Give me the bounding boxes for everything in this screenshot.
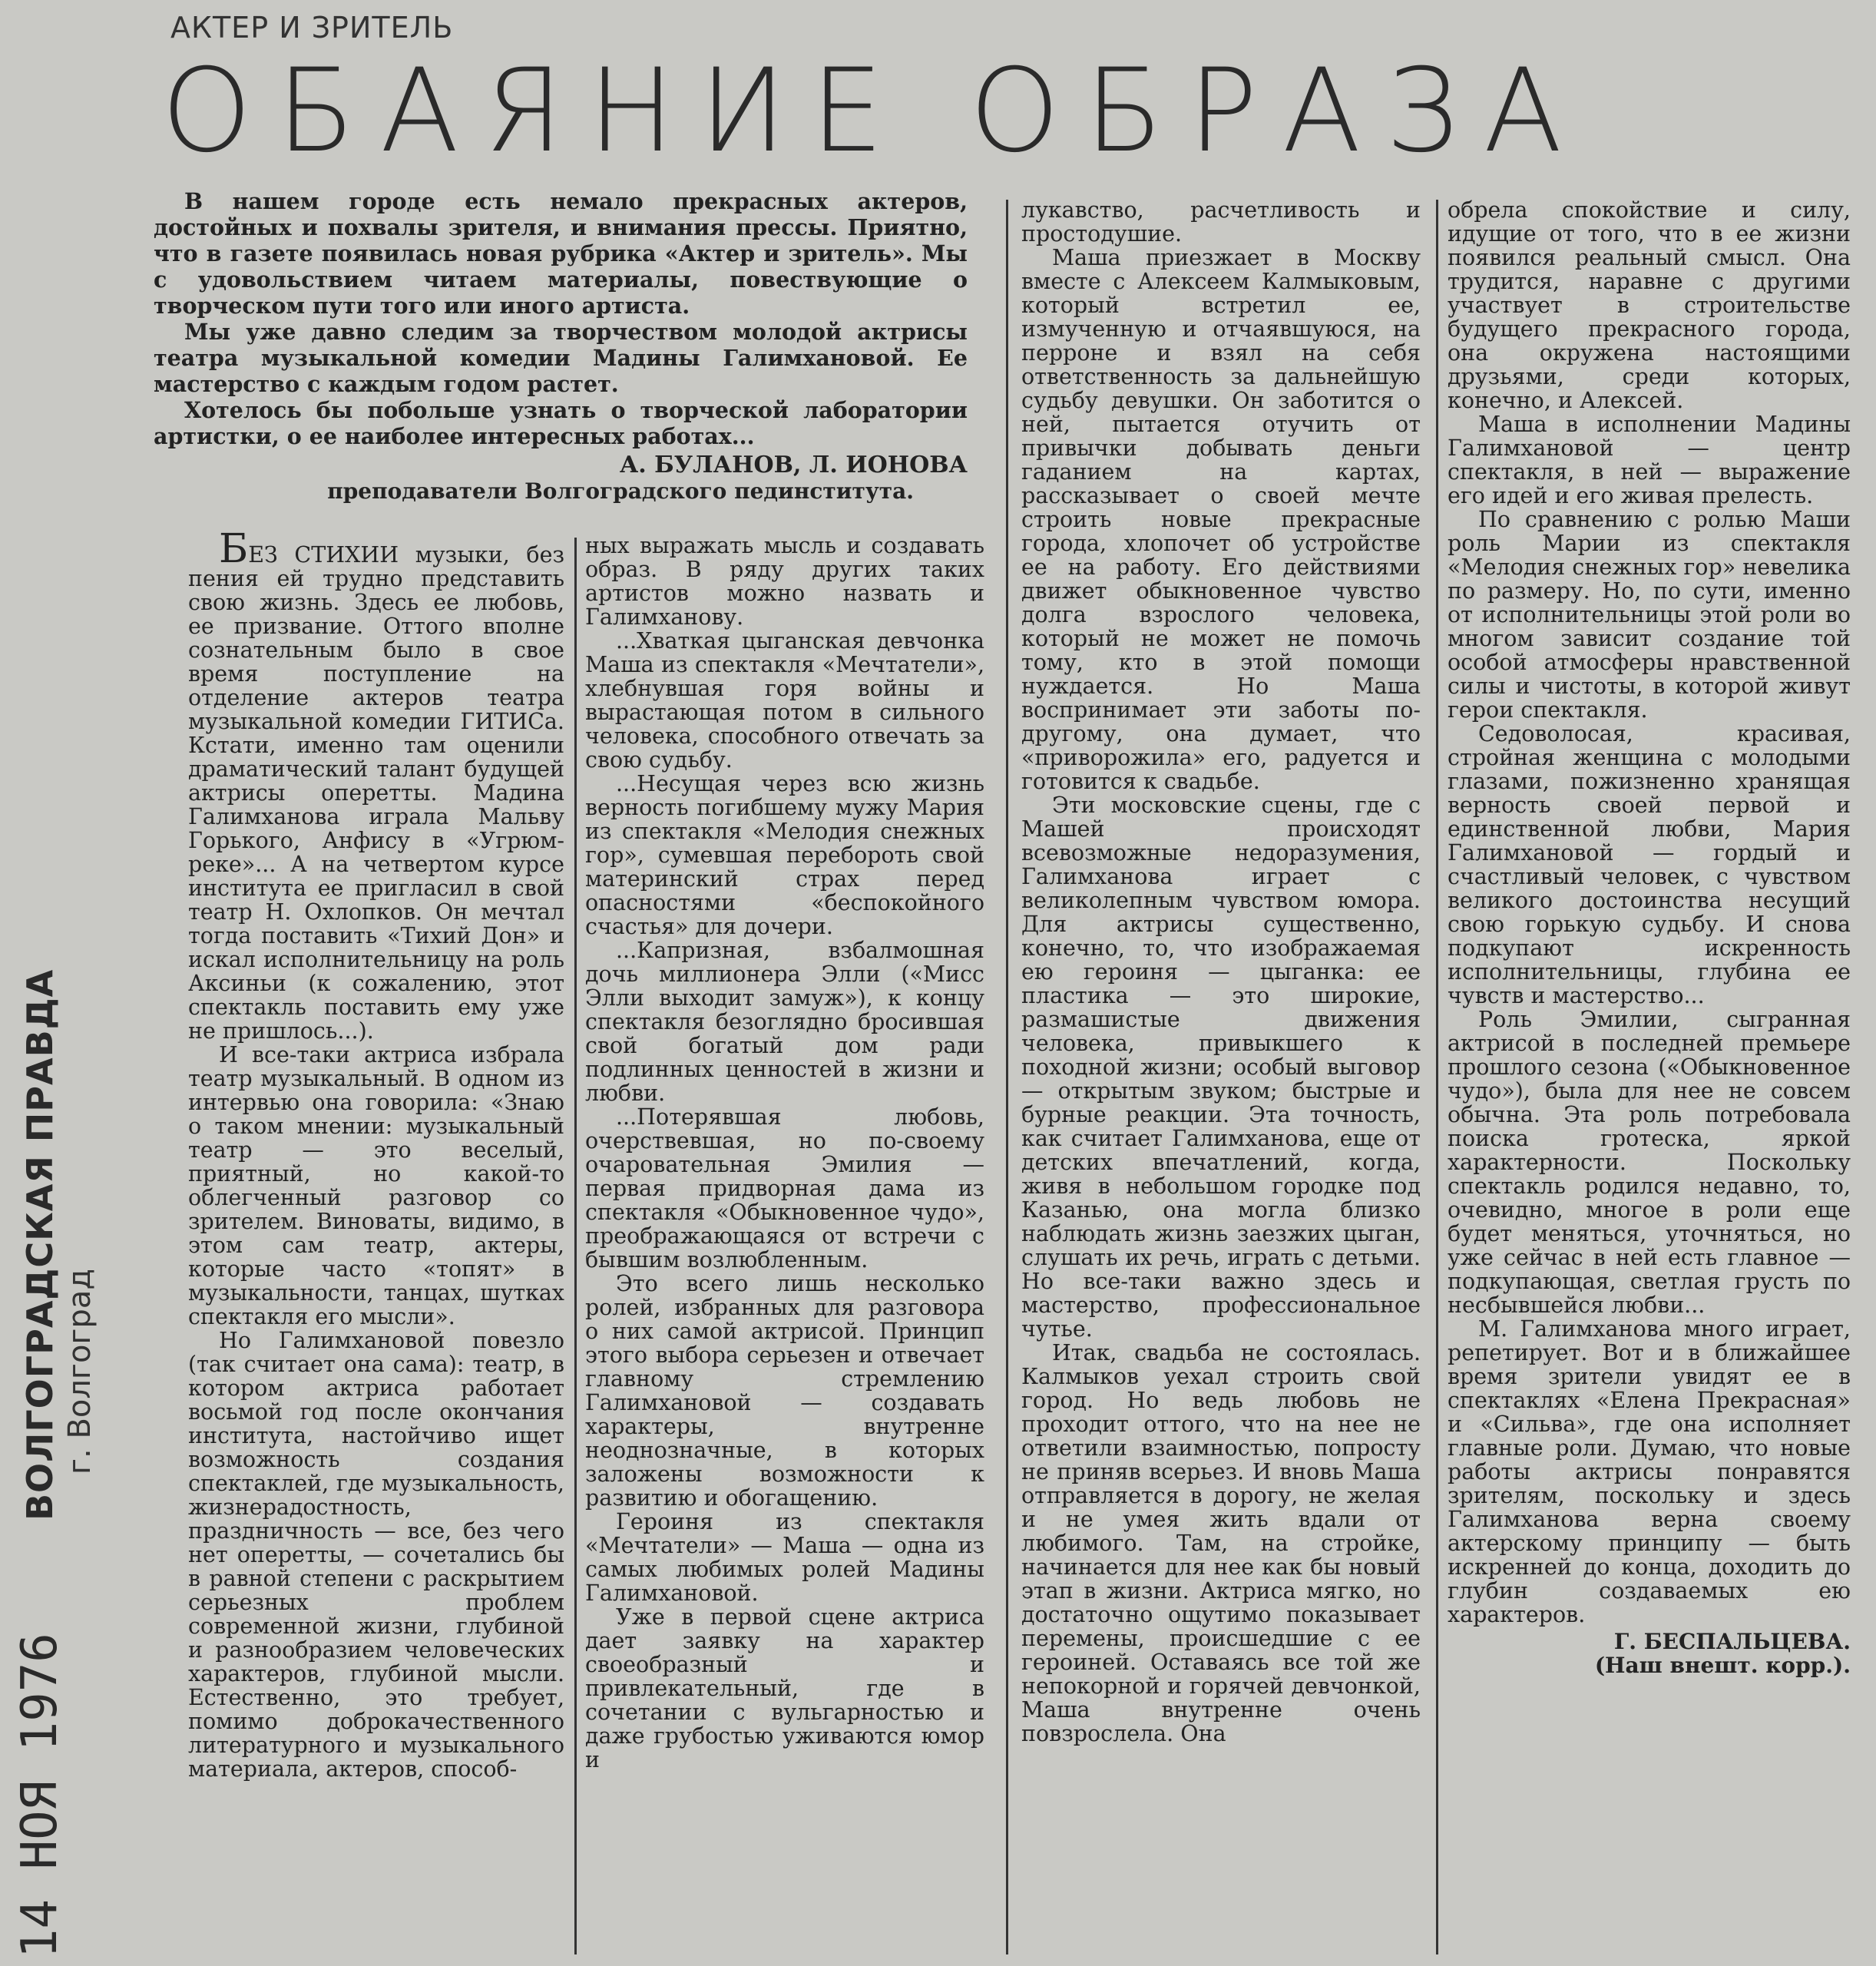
article-paragraph: Эти московские сцены, где с Машей происходят всевозможные недоразумения, Галимханова играет с великолепным чувством юмора. Для актрисы существенно, конечно, то, что изображаемая ею героиня — цыганка: ее пластика — это широкие, размашистые движения человека, привыкшего к походной жизни; особый выговор — открытым звуком; быстрые и бурные реакции. Эта точность, как считает Галимханова, еще от детских впечатлений, когда, живя в небольшом городке под Казанью, она могла близко наблюдать жизнь заезжих цыган, слушать их речь, играть с детьми. Но все-таки важно здесь и мастерство, профессиональное чутье.: [1021, 793, 1421, 1342]
article-paragraph: ...Капризная, взбалмошная дочь миллионера Элли («Мисс Элли выходит замуж»), к концу спектакля безоглядно бросившая свой богатый дом ради подлинных ценностей в жизни и любви.: [585, 938, 984, 1106]
article-paragraph: Это всего лишь несколько ролей, избранных для разговора о них самой актрисой. Принцип этого выбора серьезен и отвечает главному стремлению Галимхановой — создавать характеры, внутренне неоднозначные, в которых заложены возможности к развитию и обогащению.: [585, 1271, 984, 1511]
column-divider: [1436, 200, 1438, 1954]
article-paragraph: Седоволосая, красивая, стройная женщина с молодыми глазами, пожизненно хранящая верность своей первой и единственной любви, Мария Галимхановой — гордый и счастливый человек, с чувством великого достоинства несущий свою горькую судьбу. И снова подкупают искренность исполнительницы, глубина ее чувств и мастерство...: [1448, 721, 1851, 1008]
article-column-3: [1021, 198, 1421, 1746]
column-divider: [1006, 200, 1008, 1954]
letter-signers: А. БУЛАНОВ, Л. ИОНОВА: [619, 452, 968, 478]
intro-paragraph: Хотелось бы побольше узнать о творческой лаборатории артистки, о ее наиболее интересных работах...: [154, 397, 968, 449]
stamp-date: 14 НОЯ 1976: [12, 1633, 68, 1958]
article-paragraph: Героиня из спектакля «Мечтатели» — Маша — одна из самых любимых ролей Мадины Галимхановой.: [585, 1509, 984, 1606]
headline: ОБАЯНИЕ ОБРАЗА: [161, 45, 1587, 178]
author-note: (Наш внешт. корр.).: [1594, 1653, 1851, 1678]
article-paragraph: Роль Эмилии, сыгранная актрисой в последней премьере прошлого сезона («Обыкновенное чудо»), была для нее не совсем обычна. Эта роль потребовала поиска гротеска, яркой характерности. Поскольку спектакль родился недавно, то, очевидно, многое в роли еще будет меняться, уточняться, но уже сейчас в ней есть главное — подкупающая, светлая грусть по несбывшейся любви...: [1448, 1007, 1851, 1318]
article-paragraph: Маша в исполнении Мадины Галимхановой — центр спектакля, в ней — выражение его идей и его живая прелесть.: [1448, 412, 1851, 508]
article-paragraph: Итак, свадьба не состоялась. Калмыков уехал строить свой город. Но ведь любовь не проходит оттого, что на нее не ответили взаимностью, попросту не приняв всерьез. И вновь Маша отправляется в дорогу, не желая и не умея жить вдали от любимого. Там, на стройке, начинается для нее как бы новый этап в жизни. Актриса мягко, но достаточно ощутимо показывает перемены, происшедшие с ее героиней. Оставаясь все той же непокорной и горячей девчонкой, Маша внутренне очень повзрослела. Она: [1021, 1340, 1421, 1746]
drop-cap: Б: [219, 526, 249, 572]
intro-paragraph: В нашем городе есть немало прекрасных актеров, достойных и похвалы зрителя, и внимания прессы. Приятно, что в газете появилась новая рубрика «Актер и зритель». Мы с удовольствием читаем материалы, повествующие о творческом пути того или иного артиста.: [154, 188, 968, 319]
article-paragraph: И все-таки актриса избрала театр музыкальный. В одном из интервью она говорила: «Знаю о таком мнении: музыкальный театр — это веселый, приятный, но какой-то облегченный разговор со зрителем. Виноваты, видимо, в этом сам театр, актеры, которые часто «топят» в музыкальности, танцах, шутках спектакля его мысли».: [188, 1042, 564, 1329]
article-column-4: [1448, 198, 1851, 1677]
column-divider: [574, 538, 577, 1954]
reader-letter: [154, 188, 968, 505]
article-paragraph: обрела спокойствие и силу, идущие от того, что в ее жизни появился реальный смысл. Она трудится, наравне с другими участвует в строительстве будущего прекрасного города, она окружена настоящими друзьями, среди которых, конечно, и Алексей.: [1448, 197, 1851, 413]
article-paragraph: лукавство, расчетливость и простодушие.: [1021, 197, 1421, 247]
article-paragraph: ...Несущая через всю жизнь верность погибшему мужу Мария из спектакля «Мелодия снежных гор», сумевшая перебороть свой материнский страх перед опасностями «беспокойного счастья» для дочери.: [585, 771, 984, 939]
article-paragraph: БЕЗ СТИХИИ музыки, без пения ей трудно представить свою жизнь. Здесь ее любовь, ее призвание. Оттого вполне сознательным было в свое время поступление на отделение актеров театра музыкальной комедии ГИТИСа. Кстати, именно там оценили драматический талант будущей актрисы оперетты. Мадина Галимханова играла Мальву Горького, Анфису в «Угрюм-реке»... А на четвертом курсе института ее пригласил в свой театр Н. Охлопков. Он мечтал тогда поставить «Тихий Дон» и искал исполнительницу на роль Аксиньи (к сожалению, этот спектакль поставить ему уже не пришлось...).: [188, 526, 564, 1044]
stamp-city: г. Волгоград: [62, 1269, 98, 1474]
article-column-2: [585, 534, 984, 1772]
newspaper-stamp: [12, 968, 98, 1966]
letter-affiliation: преподаватели Волгоградского пединститута.: [327, 478, 914, 504]
rubric-label: АКТЕР И ЗРИТЕЛЬ: [170, 11, 454, 45]
article-column-1: [188, 526, 564, 1782]
article-paragraph: Маша приезжает в Москву вместе с Алексеем Калмыковым, который встретил ее, измученную и отчаявшуюся, на перроне и взял на себя ответственность за дальнейшую судьбу девушки. Он заботится о ней, пытается отучить от привычки добывать деньги гаданием на картах, рассказывает о своей мечте строить новые прекрасные города, хлопочет об устройстве ее на работу. Его действиями движет обыкновенное чувство долга взрослого человека, который не может не помочь тому, кто в этой помощи нуждается. Но Маша воспринимает эти заботы по-другому, она думает, что «приворожила» его, радуется и готовится к свадьбе.: [1021, 245, 1421, 794]
article-paragraph: Но Галимхановой повезло (так считает она сама): театр, в котором актриса работает восьмой год после окончания института, настойчиво ищет возможность создания спектаклей, где музыкальность, жизнерадостность, праздничность — все, без чего нет оперетты, — сочетались бы в равной степени с раскрытием серьезных проблем современной жизни, глубиной и разнообразием человеческих характеров, глубиной мысли. Естественно, это требует, помимо доброкачественного литературного и музыкального материала, актеров, способ-: [188, 1328, 564, 1782]
article-paragraph: ных выражать мысль и создавать образ. В ряду других таких артистов можно назвать и Галимханову.: [585, 533, 984, 630]
article-paragraph: М. Галимханова много играет, репетирует. Вот и в ближайшее время зрители увидят ее в спектаклях «Елена Прекрасная» и «Сильва», где она исполняет главные роли. Думаю, что новые работы актрисы понравятся зрителям, поскольку и здесь Галимханова верна своему актерскому принципу — быть искренней до конца, доходить до глубин создаваемых ею характеров.: [1448, 1316, 1851, 1627]
article-paragraph: ...Потерявшая любовь, очерствевшая, но по-своему очаровательная Эмилия — первая придворная дама из спектакля «Обыкновенное чудо», преображающаяся от встречи с бывшим возлюбленным.: [585, 1104, 984, 1273]
intro-paragraph: Мы уже давно следим за творчеством молодой актрисы театра музыкальной комедии Мадины Галимхановой. Ее мастерство с каждым годом растет.: [154, 319, 968, 397]
author-name: Г. БЕСПАЛЬЦЕВА.: [1613, 1629, 1851, 1654]
stamp-newspaper-name: ВОЛГОГРАДСКАЯ ПРАВДА: [19, 968, 61, 1521]
article-paragraph: По сравнению с ролью Маши роль Марии из спектакля «Мелодия снежных гор» невелика по размеру. Но, по сути, именно от исполнительницы этой роли во многом зависит создание той особой атмосферы нравственной силы и чистоты, в которой живут герои спектакля.: [1448, 507, 1851, 723]
article-paragraph: Уже в первой сцене актриса дает заявку на характер своеобразный и привлекательный, где в сочетании с вульгарностью и даже грубостью уживаются юмор и: [585, 1604, 984, 1772]
article-paragraph: ...Хваткая цыганская девчонка Маша из спектакля «Мечтатели», хлебнувшая горя войны и вырастающая потом в сильного человека, способного отвечать за свою судьбу.: [585, 628, 984, 773]
